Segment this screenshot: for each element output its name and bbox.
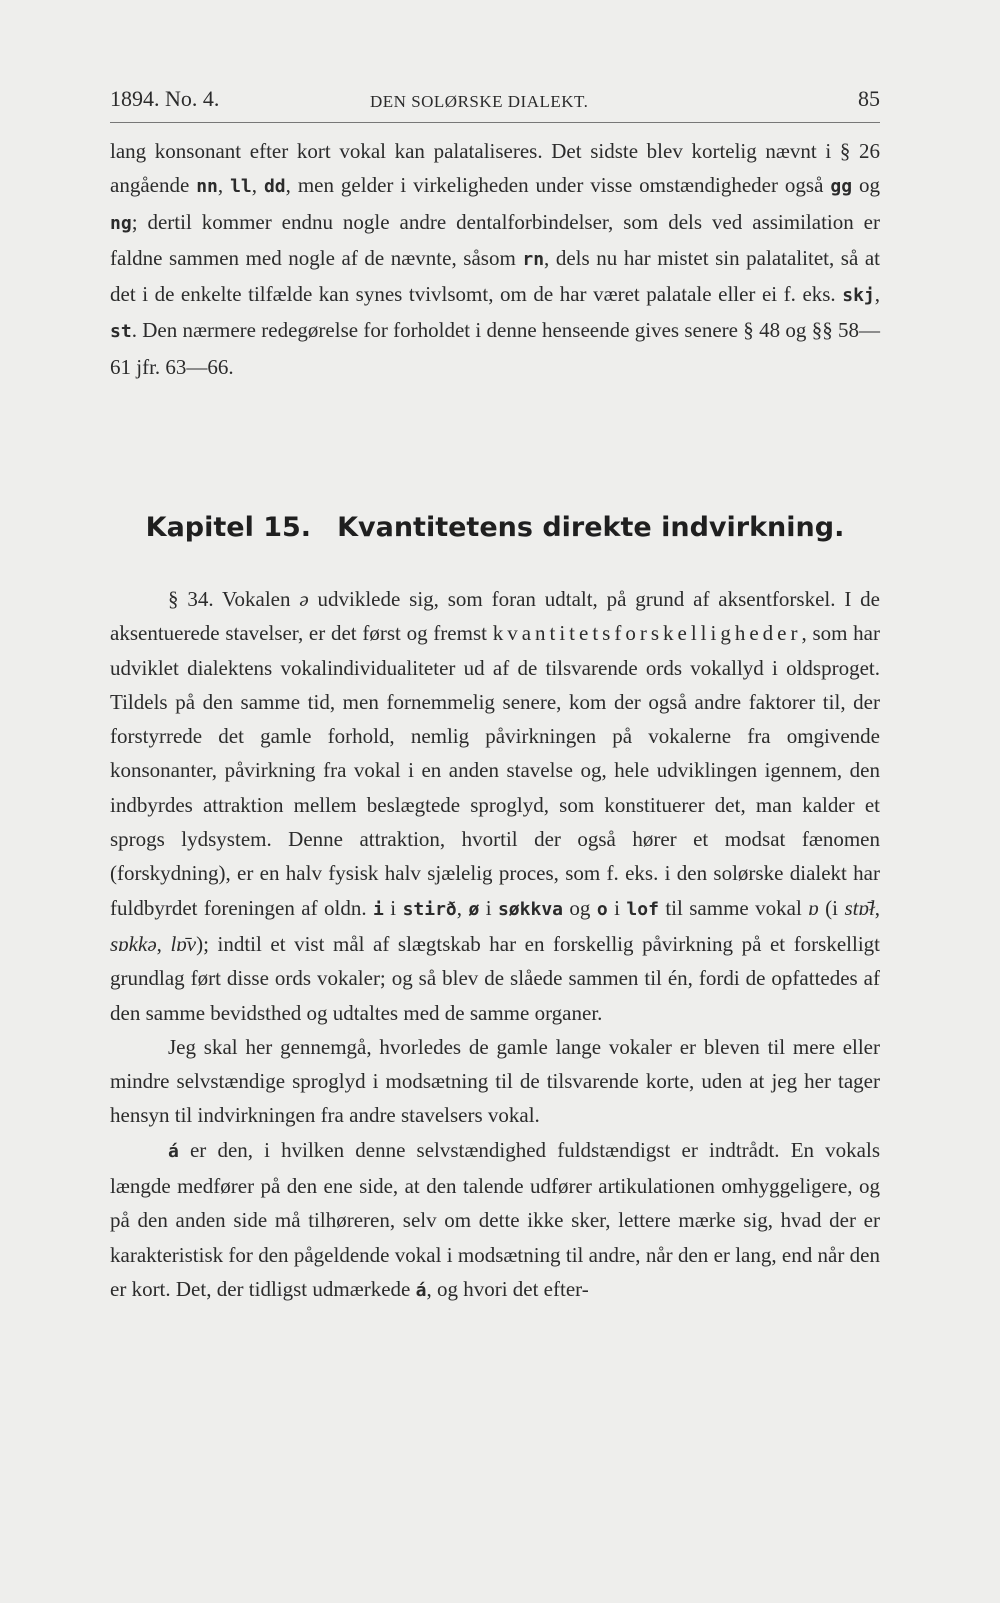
bold-form: gg <box>830 176 853 198</box>
text-run: er den, i hvilken denne selvstændighed fuldstændigst er indtrådt. En vokals længde medfører på den ene side, at den talende udfører artikulationen omhyggeligere, og på den anden side må tilhøreren, selv om dette ikke sker, lettere mærke sig, hvad der er karakteristisk for den pågeldende vokal i modsætning til andre, når den er lang, end når den er kort. Det, der tidligst udmærkede <box>110 1137 880 1301</box>
bold-form: skj <box>842 285 875 307</box>
bold-form: ng <box>110 212 132 234</box>
bold-form: ø <box>468 898 480 920</box>
bold-form: lof <box>626 898 659 920</box>
bold-form: á <box>168 1140 179 1162</box>
running-title: DEN SOLØRSKE DIALEKT. <box>370 92 589 111</box>
text-run: , <box>251 173 264 198</box>
bold-form: rn <box>522 248 545 270</box>
bold-form: stirð <box>402 898 457 920</box>
text-run: ); indtil et vist mål af slægtskab har en forskellig påvirkning på et forskelligt grundlag ført disse ords vokaler; og så blev de slåede sammen til én, fordi de opfattedes af den samme bevidsthed og udtaltes med de samme organer. <box>110 931 881 1025</box>
text-run: , dels nu har mistet sin palatalitet, så at det i de enkelte tilfælde kan synes tvivlsomt, om de har været palatale eller ei f. eks. <box>110 245 881 307</box>
chapter-heading <box>110 512 880 543</box>
phonetic-form: stɒ̄ł <box>844 895 875 920</box>
text-run: , og hvori det efter- <box>426 1276 589 1301</box>
text-run: lang konsonant efter kort vokal kan palataliseres. Det sidste blev kortelig nævnt i § 26 angående <box>110 139 880 198</box>
bold-form: o <box>596 898 608 920</box>
bold-form: dd <box>263 176 286 198</box>
paragraph-1-text <box>110 134 880 384</box>
paragraph-1 <box>110 134 880 384</box>
page-number: 85 <box>858 86 880 111</box>
text-run: og <box>563 895 597 920</box>
text-run: i <box>607 895 627 920</box>
phonetic-form: lɒ̄v <box>170 931 197 956</box>
header-rule <box>110 122 880 123</box>
running-header <box>110 78 880 114</box>
phonetic-form: sɒkkə <box>110 931 157 956</box>
paragraph-2 <box>110 582 880 1030</box>
bold-form: søkkva <box>497 898 563 920</box>
bold-form: ll <box>230 176 252 198</box>
bold-form: nn <box>196 176 218 198</box>
body-section <box>110 582 880 1308</box>
text-run: (i <box>818 895 845 920</box>
text-run: til samme vokal <box>658 895 809 920</box>
text-run: , <box>217 173 231 198</box>
text-run: ; dertil kommer endnu nogle andre dentalforbindelser, som dels ved assimilation er faldne sammen med nogle af de nævnte, såsom <box>110 209 880 270</box>
phonetic-symbol: ə <box>299 587 309 611</box>
text-run: udviklede sig, som foran udtalt, på grund af aksentforskel. I de aksentuerede stavelser, er det først og fremst <box>110 587 880 646</box>
chapter-title: Kvantitetens direkte indvirkning. <box>337 512 845 543</box>
text-run: , som har udviklet dialektens vokalindividualiteter ud af de tilsvarende ords vokallyd i oldsproget. Tildels på den samme tid, men fornemmelig senere, kom der også andre faktorer til, der forstyrrede det gamle forhold, nemlig påvirkningen på vokalerne fra omgivende konsonanter, påvirkning fra vokal i en anden stavelse og, hele udviklingen igennem, den indbyrdes attraktion mellem beslægtede sproglyd, som konstituerer det, man kalder et sprogs lydsystem. Denne attraktion, hvortil der også hører et modsat fænomen (forskydning), er en halv fysisk halv sjælelig proces, som f. eks. i den solørske dialekt har fuldbyrdet foreningen af oldn. <box>110 621 880 920</box>
text-run: , <box>156 931 171 956</box>
text-run: i <box>383 895 403 920</box>
bold-form: st <box>110 321 132 343</box>
chapter-label: Kapitel 15. <box>145 512 312 543</box>
text-run: § 34. Vokalen <box>168 587 300 611</box>
paragraph-3: Jeg skal her gennemgå, hvorledes de gamle lange vokaler er bleven til mere eller mindre selvstændige sproglyd i modsætning til de tilsvarende korte, uden at jeg her tager hensyn til indvirkningen fra andre stavelsers vokal. <box>110 1034 880 1128</box>
text-run: , men gelder i virkeligheden under visse omstændigheder også <box>285 173 831 198</box>
text-run: i <box>479 895 498 920</box>
phonetic-symbol: ɒ <box>808 895 819 920</box>
spaced-term: kvantitetsforskelligheder <box>492 621 802 646</box>
text-run: og <box>852 173 880 198</box>
bold-form: i <box>373 898 384 920</box>
text-run: , <box>874 282 880 307</box>
text-run: , <box>456 895 469 920</box>
text-run: , <box>874 895 881 920</box>
bold-form: á <box>415 1279 427 1301</box>
text-run: . Den nærmere redegørelse for forholdet i denne henseende gives senere § 48 og §§ 58—61 jfr. 63—66. <box>110 318 880 379</box>
issue-label: 1894. No. 4. <box>110 86 220 111</box>
paragraph-4 <box>110 1133 880 1308</box>
